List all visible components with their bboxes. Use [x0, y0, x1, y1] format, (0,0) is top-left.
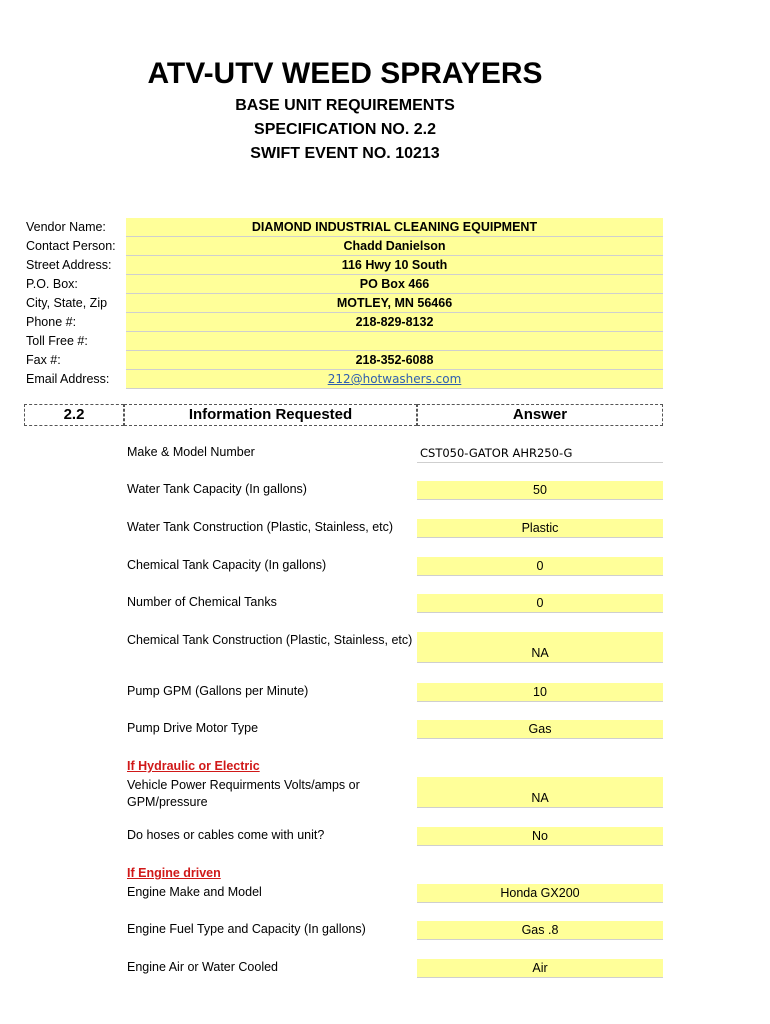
answer-engine-fuel[interactable]: Gas .8: [417, 921, 663, 940]
answer-header: Answer: [417, 404, 663, 426]
city-state-zip-value[interactable]: MOTLEY, MN 56466: [126, 294, 663, 313]
vendor-name-label: Vendor Name:: [26, 220, 106, 234]
question-chemical-tank-construction: Chemical Tank Construction (Plastic, Stainless, etc): [127, 633, 413, 647]
email-value-link[interactable]: 212@hotwashers.com: [126, 370, 663, 389]
answer-hoses-cables[interactable]: No: [417, 827, 663, 846]
question-pump-drive-motor: Pump Drive Motor Type: [127, 721, 259, 735]
question-vehicle-power: Vehicle Power Requirments Volts/amps or GPM/pressure: [127, 778, 360, 809]
fax-value[interactable]: 218-352-6088: [126, 351, 663, 370]
question-pump-gpm: Pump GPM (Gallons per Minute): [127, 684, 309, 698]
section-number-header: 2.2: [24, 404, 124, 426]
question-water-tank-construction: Water Tank Construction (Plastic, Stainless, etc): [127, 520, 394, 534]
contact-person-label: Contact Person:: [26, 239, 116, 253]
information-requested-header: Information Requested: [124, 404, 417, 426]
answer-engine-cooling[interactable]: Air: [417, 959, 663, 978]
toll-free-value[interactable]: [126, 332, 663, 351]
question-number-chemical-tanks: Number of Chemical Tanks: [127, 595, 277, 609]
answer-chemical-tank-construction[interactable]: NA: [417, 632, 663, 663]
question-chemical-tank-capacity: Chemical Tank Capacity (In gallons): [127, 558, 327, 572]
street-address-label: Street Address:: [26, 258, 112, 272]
po-box-label: P.O. Box:: [26, 277, 78, 291]
fax-label: Fax #:: [26, 353, 61, 367]
question-engine-make-model: Engine Make and Model: [127, 885, 262, 899]
subtitle-requirements: BASE UNIT REQUIREMENTS: [235, 97, 455, 114]
question-water-tank-capacity: Water Tank Capacity (In gallons): [127, 482, 307, 496]
city-state-zip-label: City, State, Zip: [26, 296, 108, 310]
heading-hydraulic-electric: If Hydraulic or Electric: [127, 759, 260, 773]
answer-pump-drive-motor[interactable]: Gas: [417, 720, 663, 739]
contact-person-value[interactable]: Chadd Danielson: [126, 237, 663, 256]
subtitle-swift-event: SWIFT EVENT NO. 10213: [250, 145, 440, 162]
question-hoses-cables: Do hoses or cables come with unit?: [127, 828, 325, 842]
question-engine-fuel: Engine Fuel Type and Capacity (In gallons): [127, 922, 366, 936]
answer-make-model[interactable]: CST050-GATOR AHR250-G: [417, 444, 663, 463]
vendor-name-value[interactable]: DIAMOND INDUSTRIAL CLEANING EQUIPMENT: [126, 218, 663, 237]
po-box-value[interactable]: PO Box 466: [126, 275, 663, 294]
answer-water-tank-construction[interactable]: Plastic: [417, 519, 663, 538]
answer-water-tank-capacity[interactable]: 50: [417, 481, 663, 500]
page-title: ATV-UTV WEED SPRAYERS: [147, 57, 543, 90]
toll-free-label: Toll Free #:: [26, 334, 88, 348]
street-address-value[interactable]: 116 Hwy 10 South: [126, 256, 663, 275]
subtitle-specification: SPECIFICATION NO. 2.2: [254, 121, 436, 138]
answer-number-chemical-tanks[interactable]: 0: [417, 594, 663, 613]
question-engine-cooling: Engine Air or Water Cooled: [127, 960, 279, 974]
phone-label: Phone #:: [26, 315, 77, 329]
answer-pump-gpm[interactable]: 10: [417, 683, 663, 702]
heading-engine-driven: If Engine driven: [127, 866, 221, 880]
question-make-model: Make & Model Number: [127, 445, 255, 459]
answer-vehicle-power[interactable]: NA: [417, 777, 663, 808]
phone-value[interactable]: 218-829-8132: [126, 313, 663, 332]
answer-chemical-tank-capacity[interactable]: 0: [417, 557, 663, 576]
email-label: Email Address:: [26, 372, 110, 386]
answer-engine-make-model[interactable]: Honda GX200: [417, 884, 663, 903]
